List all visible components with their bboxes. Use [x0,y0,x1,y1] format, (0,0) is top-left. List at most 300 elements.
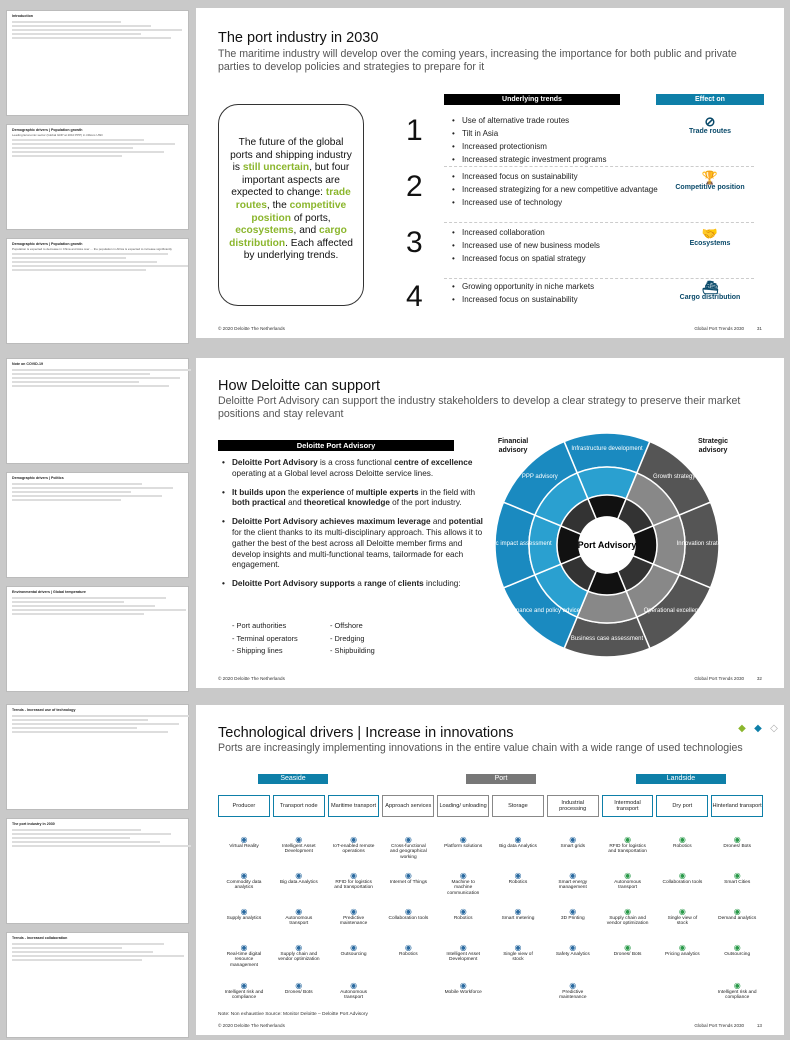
technology-icon: ◉ [404,871,412,880]
technology-label: Mobile Workforce [444,989,482,995]
port-advisory-wheel [472,430,728,660]
advisory-bullet [222,579,484,590]
thumbnail-placeholder-line [12,613,144,615]
technology-label: Drones/ Bots [723,843,752,849]
slide-port-industry-2030[interactable] [196,8,784,338]
trend-item: • Increased use of new business models [452,239,600,252]
technology-item [278,873,320,885]
technology-label: Single view of stock [503,951,533,963]
technology-item [716,873,758,885]
thumbnail-placeholder-line [12,483,142,485]
technology-label: Real-time digital resource management [226,951,262,968]
thumbnail-placeholder-line [12,373,150,375]
thumbnail-placeholder-line [12,829,141,831]
client-label: Dredging [334,633,365,643]
thumbnail-placeholder-line [12,25,151,27]
technology-label: Robotics [508,879,528,885]
port-advisory-bar: Deloitte Port Advisory [218,440,454,451]
technology-icon: ◉ [733,871,741,880]
technology-item [442,983,484,995]
technology-label: Platform solutions [444,843,483,849]
trend-item: • Increased strategic investment programs [452,153,607,166]
trend-item: • Increased focus on sustainability [452,293,594,306]
advisory-bullets [222,458,484,598]
thumbnail-placeholder-line [12,499,121,501]
technology-item [552,945,594,957]
technology-item [661,909,703,927]
bubble-highlight: ecosystems [235,225,294,237]
value-chain-stage: Loading/ unloading [437,795,489,817]
thumbnail-placeholder-line [12,951,153,953]
row-divider [444,278,754,279]
technology-label: Cross-functional and geographical working [389,843,427,860]
technology-item [223,945,265,968]
slide-subtitle: Ports are increasingly implementing innovations in the entire value chain with a wide range of used technologies [218,742,743,754]
thumbnail-subtitle: Leading Economic sector (Global GDP at 2010 PPP) in trillions USD [12,133,103,137]
wheel-center-label: Port Advisory [577,540,637,550]
ship-icon: ⛴ [701,280,719,295]
technology-item [716,945,758,957]
technology-label: Internet of Things [389,879,428,885]
thumbnail-subtitle: Population is expected to decrease in China and Asia over ... the population in Africa is expected to increase significantly [12,247,172,251]
technology-icon: ◉ [624,907,632,916]
technology-item [607,945,649,957]
client-item: - Shipbuilding [330,645,428,658]
technology-icon: ◉ [624,835,632,844]
thumbnail-placeholder-line [12,731,168,733]
thumbnail-title: Demographic drivers | Politics [12,476,64,480]
trend-number: 4 [406,280,423,313]
strategic-advisory-label: Strategic advisory [698,438,728,454]
technology-label: Intelligent risk and compliance [717,989,757,1001]
bubble-highlight: still uncertain [242,162,310,174]
technology-item [387,837,429,860]
technology-label: Smart Cities [724,879,751,885]
diamond-icon: ◆ [754,723,762,734]
advisory-bullet [222,458,484,480]
footer-report-name: Global Port Trends 2030 [694,676,745,681]
technology-label: Drones/ Bots [284,989,313,995]
summary-bubble [218,104,364,306]
slide-how-deloitte-can-support[interactable] [196,358,784,688]
slide-thumbnail[interactable] [6,704,189,810]
technology-item [661,873,703,885]
thumbnail-placeholder-line [12,385,169,387]
technology-item [333,873,375,891]
technology-label: Smart energy management [558,879,588,891]
row-divider [444,222,754,223]
technology-label: Machine to machine communication [447,879,480,896]
thumbnail-placeholder-line [12,269,146,271]
technology-label: Intelligent risk and compliance [224,989,264,1001]
footer-report-name: Global Port Trends 2030 [694,326,745,331]
technology-label: Collaboration tools [388,915,429,921]
technology-item [716,909,758,921]
technology-icon: ◉ [240,981,248,990]
slide-subtitle: Deloitte Port Advisory can support the industry stakeholders to develop a clear strategy to preserve their market positions and stay relevant [218,395,741,420]
effect-label: Ecosystems [689,240,731,247]
technology-label: Robotics [453,915,473,921]
wheel-segment-label: Business case assessment [570,636,644,642]
technology-item [552,909,594,921]
slide-thumbnail[interactable] [6,472,189,578]
technology-label: Outsourcing [724,951,751,957]
thumbnail-placeholder-line [12,719,148,721]
bullet-emphasis: range [364,579,387,589]
slide-title: Technological drivers | Increase in innovations [218,725,514,741]
technology-item [223,873,265,891]
thumbnail-placeholder-line [12,155,122,157]
thumbnail-title: Demographic drivers | Population growth [12,128,83,132]
technology-item [497,837,539,849]
technology-label: Intelligent Asset Development [281,843,316,855]
technology-icon: ◉ [350,835,358,844]
thumbnail-placeholder-line [12,955,184,957]
bullet-text: of the port industry. [389,498,462,508]
technology-icon: ◉ [350,981,358,990]
technology-item [333,945,375,957]
bullet-text: a [354,579,365,589]
advisory-bullet [222,517,484,571]
technology-icon: ◉ [404,907,412,916]
technology-label: Supply chain and vendor optimization [606,915,649,927]
technology-label: Single view of stock [667,915,698,927]
client-label: Shipping lines [236,646,283,655]
slide-thumbnail[interactable] [6,932,189,1038]
source-note: Note: Non exhaustive Source: Monitor Deloitte – Deloitte Port Advisory [218,1012,368,1017]
technology-icon: ◉ [240,943,248,952]
trend-item: • Increased focus on sustainability [452,170,658,183]
page-number: 13 [756,1023,762,1028]
bubble-highlight: trade routes [235,187,351,211]
bullet-emphasis: multiple experts [355,487,419,497]
technology-icon: ◉ [404,835,412,844]
client-item: - Terminal operators [232,633,330,646]
bullet-text: for the client thanks to its multi-disciplinary approach. This allows it to gather the best of the best across all Deloitte member firms and develop insights and multi-functional teams, tailormade for each engagement. [232,527,483,570]
technology-icon: ◉ [350,871,358,880]
thumbnail-placeholder-line [12,609,186,611]
technology-item [223,837,265,849]
thumbnail-title: The port industry in 2030 [12,822,55,826]
slide-thumbnail[interactable] [6,586,189,692]
client-label: Terminal operators [236,633,298,643]
client-item: - Shipping lines [232,645,330,658]
technology-label: 3D Printing [560,915,585,921]
effect-label: Cargo distribution [679,294,741,301]
technology-label: Robotics [673,843,692,849]
client-list [232,620,432,658]
technology-icon: ◉ [295,871,303,880]
handshake-icon: 🤝 [701,226,719,241]
trend-item: • Tilt in Asia [452,127,607,140]
wheel-segment-label: PPP advisory [521,473,558,480]
thumbnail-title: Environmental drivers | Global temperature [12,590,86,594]
value-chain-stages [218,795,766,817]
technology-label: Smart metering [501,915,535,921]
technology-icon: ◉ [678,907,686,916]
technology-item [607,837,649,855]
technology-item [442,873,484,896]
technology-icon: ◉ [569,943,577,952]
technology-label: Outsourcing [340,951,367,957]
bubble-text: . Each affected by underlying trends. [243,237,353,262]
technology-item [278,945,320,963]
technology-label: Supply analytics [226,915,262,921]
bullet-emphasis: Deloitte Port Advisory achieves maximum leverage [232,517,431,527]
technology-label: IoT-enabled remote operations [332,843,375,855]
thumbnail-placeholder-line [12,253,168,255]
technology-item [333,983,375,1001]
technology-icon: ◉ [459,943,467,952]
bullet-text: the [285,487,302,497]
bullet-text: and [285,498,304,508]
trend-number: 3 [406,226,423,259]
effect-item [666,280,754,302]
bullet-emphasis: theoretical knowledge [303,498,390,508]
client-label: Port authorities [236,621,287,630]
technology-icon: ◉ [569,907,577,916]
thumbnail-placeholder-line [12,487,173,489]
slide-thumbnail[interactable] [6,358,189,464]
advisory-bullet [222,488,484,510]
bubble-highlight: competitive position [251,199,347,224]
technology-icon: ◉ [678,835,686,844]
technology-label: Predictive maintenance [559,989,587,1001]
technology-icon: ◉ [514,871,522,880]
technology-label: Predictive maintenance [339,915,368,927]
financial-advisory-label: Financial advisory [497,438,529,454]
thumbnail-placeholder-line [12,37,171,39]
trend-list [452,114,607,166]
thumbnail-placeholder-line [12,947,122,949]
technology-label: Drones/ Bots [613,951,642,957]
wheel-segment-label: Operational excellence [643,608,705,615]
thumbnail-placeholder-line [12,959,142,961]
thumbnail-placeholder-line [12,491,131,493]
bullet-emphasis: Deloitte Port Advisory [232,458,318,467]
technology-icon: ◉ [459,907,467,916]
technology-icon: ◉ [733,907,741,916]
technology-icon: ◉ [295,835,303,844]
bullet-emphasis: Deloitte Port Advisory supports [232,579,355,589]
trend-list [452,170,658,209]
technology-icon: ◉ [678,943,686,952]
bubble-text: of ports, [293,212,331,224]
technology-icon: ◉ [733,981,741,990]
technology-icon: ◉ [350,943,358,952]
technology-item [442,909,484,921]
slide-footer [218,326,762,331]
bullet-emphasis: clients [397,579,424,589]
technology-label: RFID for logistics and transportation [608,843,647,855]
technology-icon: ◉ [459,981,467,990]
slide-thumbnail[interactable] [6,10,189,116]
effect-label: Competitive position [675,184,745,191]
thumbnail-placeholder-line [12,21,121,23]
technology-item [716,983,758,1001]
value-chain-stage: Intermodal transport [602,795,654,817]
thumbnail-placeholder-line [12,943,164,945]
footer-report-name: Global Port Trends 2030 [694,1023,745,1028]
effect-item [666,170,754,192]
thumbnail-placeholder-line [12,723,179,725]
technology-icon: ◉ [459,871,467,880]
trend-number: 1 [406,114,423,147]
technology-item [333,909,375,927]
client-label: Shipbuilding [334,646,375,655]
thumbnail-placeholder-line [12,139,144,141]
thumbnail-title: Trends - Increased use of technology [12,708,76,712]
technology-item [661,837,703,849]
thumbnail-placeholder-line [12,381,139,383]
technology-label: Safety Analytics [555,951,590,957]
effect-item [666,226,754,248]
slide-thumbnail[interactable] [6,238,189,344]
compass-icon: ⊘ [704,114,716,129]
effect-on-header: Effect on [656,94,764,105]
slide-thumbnail[interactable] [6,818,189,924]
technology-label: Collaboration tools [662,879,703,885]
technology-item [387,873,429,885]
bullet-text: including: [423,579,461,589]
trend-list [452,280,594,306]
thumbnail-placeholder-line [12,261,157,263]
bubble-text: , and [293,225,317,237]
technology-item [278,983,320,995]
technology-label: Virtual Reality [229,843,259,849]
technology-icon: ◉ [240,907,248,916]
bullet-text: in the field with [418,487,476,497]
technology-label: RFID for logistics and transportation [334,879,373,891]
technology-item [661,945,703,957]
technology-item [497,909,539,921]
technology-icon: ◉ [733,835,741,844]
client-item: - Port authorities [232,620,330,633]
thumbnail-title: Note on COVID-19 [12,362,43,366]
slide-title: The port industry in 2030 [218,30,379,46]
technology-item [278,837,320,855]
technology-item [278,909,320,927]
diamond-icon: ◇ [770,723,778,734]
thumbnail-placeholder-line [12,265,188,267]
bullet-emphasis: potential [448,517,483,527]
trend-item: • Increased strategizing for a new competitive advantage [452,183,658,196]
value-chain-stage: Producer [218,795,270,817]
technology-item [223,909,265,921]
bubble-text: , but four important aspects are expected to change: [231,162,350,199]
trend-number: 2 [406,170,423,203]
technology-label: Autonomous transport [285,915,313,927]
page-number: 31 [756,326,762,331]
technology-icon: ◉ [569,871,577,880]
technology-label: Commodity data analytics [226,879,262,891]
bullet-text: of [344,487,356,497]
segment-label: Seaside [258,774,328,784]
technology-icon: ◉ [350,907,358,916]
technology-icon: ◉ [404,943,412,952]
bullet-text: of [386,579,398,589]
technology-item [442,945,484,963]
thumbnail-placeholder-line [12,257,126,259]
value-chain-stage: Storage [492,795,544,817]
bullet-emphasis: both practical [232,498,286,508]
thumbnail-placeholder-line [12,33,141,35]
slide-footer [218,1023,762,1028]
trend-item: • Growing opportunity in niche markets [452,280,594,293]
technology-item [716,837,758,849]
diamond-icon: ◆ [738,723,746,734]
trend-item: • Increased collaboration [452,226,600,239]
technology-icon: ◉ [295,907,303,916]
value-chain-stage: Maritime transport [328,795,380,817]
footer-copyright: © 2020 Deloitte The Netherlands [218,676,285,681]
client-item: - Dredging [330,633,428,646]
effect-item [666,114,754,136]
technology-icon: ◉ [733,943,741,952]
bullet-emphasis: It builds upon [232,487,286,497]
technology-icon: ◉ [678,871,686,880]
technology-icon: ◉ [514,835,522,844]
technology-item [552,837,594,849]
thumbnail-placeholder-line [12,605,155,607]
trend-item: • Use of alternative trade routes [452,114,607,127]
thumbnail-placeholder-line [12,597,166,599]
trophy-icon: 🏆 [701,170,719,185]
slide-technological-drivers[interactable] [196,705,784,1035]
footer-copyright: © 2020 Deloitte The Netherlands [218,1023,285,1028]
technology-icon: ◉ [569,981,577,990]
technology-icon: ◉ [240,871,248,880]
thumbnail-title: Trends - Increased collaboration [12,936,68,940]
value-chain-stage: Industrial processing [547,795,599,817]
row-divider [444,166,754,167]
wheel-segment-label: Infrastructure development [571,446,643,452]
technology-icon: ◉ [295,943,303,952]
client-label: Offshore [334,621,363,630]
technology-icon: ◉ [514,907,522,916]
value-chain-stage: Approach services [382,795,434,817]
technology-item [552,873,594,891]
technology-item [223,983,265,1001]
bubble-highlight: cargo distribution [229,225,347,249]
slide-thumbnail[interactable] [6,124,189,230]
segment-label: Port [466,774,536,784]
slide-subtitle: The maritime industry will develop over the coming years, increasing the importance for both public and private parties to develop policies and strategies to prepare for it [218,48,737,73]
thumbnail-placeholder-line [12,143,175,145]
slide-footer [218,676,762,681]
bullet-text: is a cross functional [317,458,395,467]
thumbnail-title: Introduction [12,14,33,18]
underlying-trends-header: Underlying trends [444,94,620,105]
thumbnail-placeholder-line [12,833,171,835]
thumbnail-placeholder-line [12,837,130,839]
trend-item: • Increased protectionism [452,140,607,153]
client-item: - Offshore [330,620,428,633]
thumbnail-placeholder-line [12,147,133,149]
technology-item [387,945,429,957]
thumbnail-placeholder-line [12,715,189,717]
trend-item: • Increased focus on spatial strategy [452,252,600,265]
slide-title: How Deloitte can support [218,378,380,394]
thumbnail-placeholder-line [12,845,191,847]
wheel-segment-label: Innovation strategy [676,541,728,547]
technology-icon: ◉ [295,981,303,990]
technology-icon: ◉ [459,835,467,844]
technology-label: Robotics [399,951,418,957]
thumbnail-placeholder-line [12,841,160,843]
technology-label: Big data Analytics [499,843,537,849]
thumbnail-placeholder-line [12,601,124,603]
